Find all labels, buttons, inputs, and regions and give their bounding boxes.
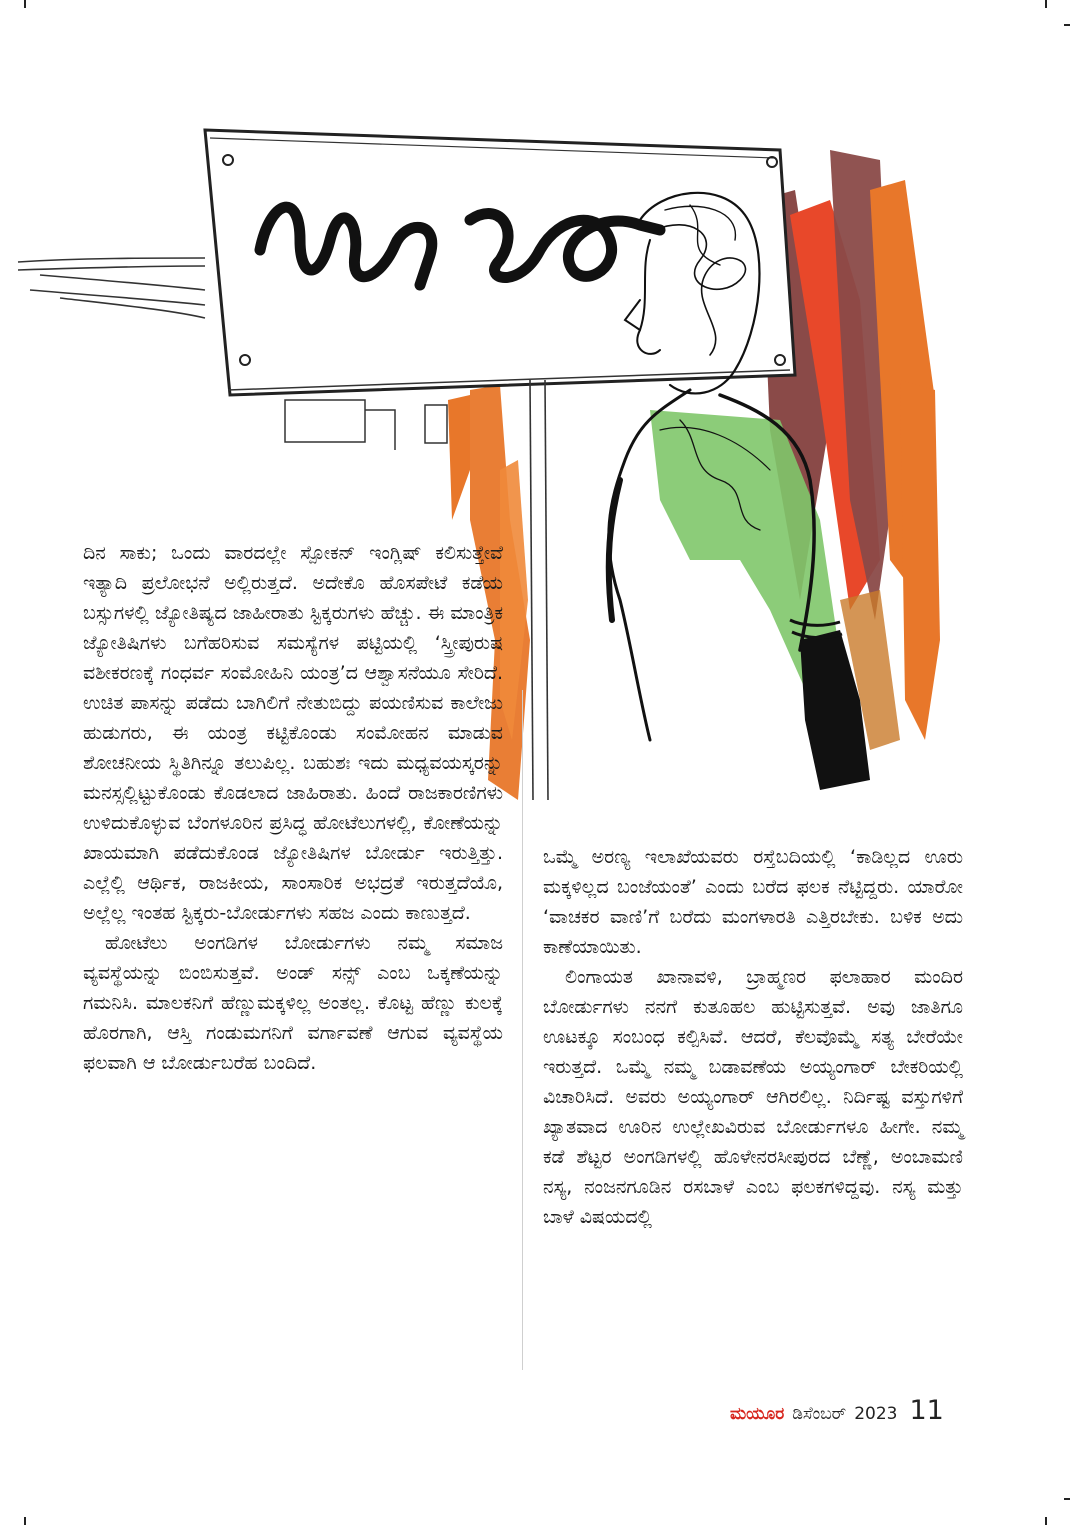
crop-mark-bottom-left (24, 1517, 26, 1525)
crop-mark-right-lower (1064, 1498, 1070, 1500)
magazine-name: ಮಯೂರ (730, 1404, 785, 1424)
article-paragraph: ಲಿಂಗಾಯತ ಖಾನಾವಳಿ, ಬ್ರಾಹ್ಮಣರ ಫಲಾಹಾರ ಮಂದಿರ ಬೋರ್ಡುಗಳು ನನಗೆ ಕುತೂಹಲ ಹುಟ್ಟಿಸುತ್ತವೆ. ಅವು ಜಾತಿಗೂ ಊಟಕ್ಕೂ ಸಂಬಂಧ ಕಲ್ಪಿಸಿವೆ. ಆದರೆ, ಕೆಲವೊಮ್ಮೆ ಸತ್ಯ ಬೇರೆಯೇ ಇರುತ್ತದೆ. ಒಮ್ಮೆ ನಮ್ಮ ಬಡಾವಣೆಯ ಅಯ್ಯಂಗಾರ್ ಬೇಕರಿಯಲ್ಲಿ ವಿಚಾರಿಸಿದೆ. ಅವರು ಅಯ್ಯಂಗಾರ್ ಆಗಿರಲಿಲ್ಲ. ನಿರ್ದಿಷ್ಟ ವಸ್ತುಗಳಿಗೆ ಖ್ಯಾತವಾದ ಊರಿನ ಉಲ್ಲೇಖವಿರುವ ಬೋರ್ಡುಗಳೂ ಹೀಗೇ. ನಮ್ಮ ಕಡೆ ಶೆಟ್ಟರ ಅಂಗಡಿಗಳಲ್ಲಿ ಹೊಳೇನರಸೀಪುರದ ಬೆಣ್ಣೆ, ಅಂಬಾಮಣಿ ನಸ್ಯ, ನಂಜನಗೂಡಿನ ರಸಬಾಳೆ ಎಂಬ ಫಲಕಗಳಿದ್ದವು. ನಸ್ಯ ಮತ್ತು ಬಾಳೆ ವಿಷಯದಲ್ಲಿ (543, 966, 963, 1228)
article-paragraph: ದಿನ ಸಾಕು; ಒಂದು ವಾರದಲ್ಲೇ ಸ್ಪೋಕನ್ ಇಂಗ್ಲಿಷ್ ಕಲಿಸುತ್ತೇವೆ ಇತ್ಯಾದಿ ಪ್ರಲೋಭನೆ ಅಲ್ಲಿರುತ್ತದೆ. ಅದೇಕೊ ಹೊಸಪೇಟೆ ಕಡೆಯ ಬಸ್ಸುಗಳಲ್ಲಿ ಜ್ಯೋತಿಷ್ಯದ ಜಾಹೀರಾತು ಸ್ಟಿಕ್ಕರುಗಳು ಹೆಚ್ಚು. ಈ ಮಾಂತ್ರಿಕ ಜ್ಯೋತಿಷಿಗಳು ಬಗೆಹರಿಸುವ ಸಮಸ್ಯೆಗಳ ಪಟ್ಟಿಯಲ್ಲಿ ‘ಸ್ತ್ರೀಪುರುಷ ವಶೀಕರಣಕ್ಕೆ ಗಂಧರ್ವ ಸಂಮೋಹಿನಿ ಯಂತ್ರ’ದ ಆಶ್ವಾಸನೆಯೂ ಸೇರಿದೆ. ಉಚಿತ ಪಾಸನ್ನು ಪಡೆದು ಬಾಗಿಲಿಗೆ ನೇತುಬಿದ್ದು ಪಯಣಿಸುವ ಕಾಲೇಜು ಹುಡುಗರು, ಈ ಯಂತ್ರ ಕಟ್ಟಿಕೊಂಡು ಸಂಮೋಹನ ಮಾಡುವ ಶೋಚನೀಯ ಸ್ಥಿತಿಗಿನ್ನೂ ತಲುಪಿಲ್ಲ. ಬಹುಶಃ ಇದು ಮಧ್ಯವಯಸ್ಕರನ್ನು ಮನಸ್ಸಲ್ಲಿಟ್ಟುಕೊಂಡು ಕೊಡಲಾದ ಜಾಹಿರಾತು. ಹಿಂದೆ ರಾಜಕಾರಣಿಗಳು ಉಳಿದುಕೊಳ್ಳುವ ಬೆಂಗಳೂರಿನ ಪ್ರಸಿದ್ಧ ಹೋಟೆಲುಗಳಲ್ಲಿ, ಕೋಣೆಯನ್ನು ಖಾಯಮಾಗಿ ಪಡೆದುಕೊಂಡ ಜ್ಯೋತಿಷಿಗಳ ಬೋರ್ಡು ಇರುತ್ತಿತ್ತು. ಎಲ್ಲೆಲ್ಲಿ ಆರ್ಥಿಕ, ರಾಜಕೀಯ, ಸಾಂಸಾರಿಕ ಅಭದ್ರತೆ ಇರುತ್ತದೆಯೊ, ಅಲ್ಲೆಲ್ಲ ಇಂತಹ ಸ್ಟಿಕ್ಕರು-ಬೋರ್ಡುಗಳು ಸಹಜ ಎಂದು ಕಾಣುತ್ತದೆ. (83, 542, 503, 924)
mounting-wires (18, 258, 205, 318)
article-paragraph: ಹೋಟೆಲು ಅಂಗಡಿಗಳ ಬೋರ್ಡುಗಳು ನಮ್ಮ ಸಮಾಜ ವ್ಯವಸ್ಥೆಯನ್ನು ಬಿಂಬಿಸುತ್ತವೆ. ಅಂಡ್ ಸನ್ಸ್ ಎಂಬ ಒಕ್ಕಣೆಯನ್ನು ಗಮನಿಸಿ. ಮಾಲಕನಿಗೆ ಹೆಣ್ಣುಮಕ್ಕಳಿಲ್ಲ ಅಂತಲ್ಲ. ಕೊಟ್ಟ ಹೆಣ್ಣು ಕುಲಕ್ಕೆ ಹೊರಗಾಗಿ, ಆಸ್ತಿ ಗಂಡುಮಗನಿಗೆ ವರ್ಗಾವಣೆ ಆಗುವ ವ್ಯವಸ್ಥೆಯ ಫಲವಾಗಿ ಆ ಬೋರ್ಡುಬರೆಹ ಬಂದಿದೆ. (83, 932, 503, 1074)
signboard-pole (530, 380, 548, 800)
page-number: 11 (909, 1395, 944, 1426)
issue-month: ಡಿಸೆಂಬರ್ (792, 1404, 847, 1424)
page-footer (730, 1395, 944, 1425)
article-right-column (543, 842, 963, 1232)
issue-year: 2023 (854, 1404, 898, 1424)
crop-mark-bottom-right (1045, 1517, 1047, 1525)
hanging-tags (285, 400, 447, 450)
article-paragraph: ಒಮ್ಮೆ ಅರಣ್ಯ ಇಲಾಖೆಯವರು ರಸ್ತೆಬದಿಯಲ್ಲಿ ‘ಕಾಡಿಲ್ಲದ ಊರು ಮಕ್ಕಳಿಲ್ಲದ ಬಂಜೆಯಂತೆ’ ಎಂದು ಬರೆದ ಫಲಕ ನೆಟ್ಟಿದ್ದರು. ಯಾರೋ ‘ವಾಚಕರ ವಾಣಿ’ಗೆ ಬರೆದು ಮಂಗಳಾರತಿ ಎತ್ತಿರಬೇಕು. ಬಳಿಕ ಅದು ಕಾಣೆಯಾಯಿತು. (543, 846, 963, 958)
column-divider (522, 690, 523, 1370)
article-left-column (83, 538, 503, 1078)
